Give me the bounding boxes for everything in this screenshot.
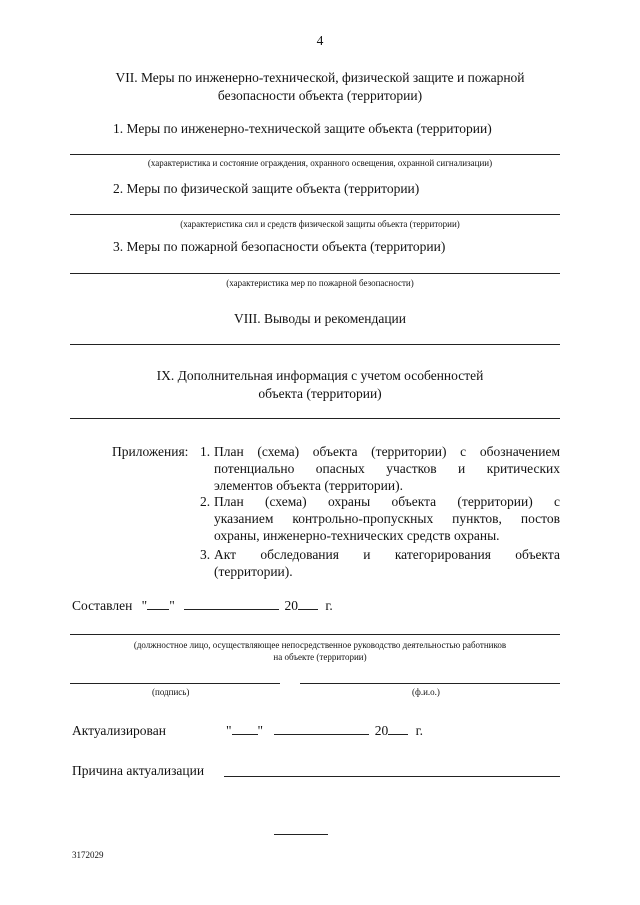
reason-label: Причина актуализации [72,763,205,778]
attachments-heading: Приложения: [112,444,189,459]
attachment-number: 3. [200,547,211,562]
compiled-year-field[interactable] [298,597,318,610]
section7-item2-line[interactable] [70,214,560,215]
end-divider [274,834,328,835]
section8-title: VIII. Выводы и рекомендации [233,311,407,326]
section9-line[interactable] [70,418,560,419]
name-caption: (ф.и.о.) [412,687,440,697]
section7-item1-label: 1. Меры по инженерно-технической защите объекта (территории) [113,121,492,136]
updated-year-prefix: 20 [374,723,389,738]
name-line[interactable] [300,683,560,684]
updated-day-field[interactable] [232,722,258,735]
section8-line[interactable] [70,344,560,345]
attachment-number: 2. [200,494,211,509]
attachment-line: (территории). [214,564,293,579]
updated-year-field[interactable] [388,722,408,735]
section7-title-line1: VII. Меры по инженерно-технической, физической защите и пожарной [115,70,525,85]
updated-date-row [226,722,423,740]
section7-item3-caption: (характеристика мер по пожарной безопасности) [226,278,414,288]
section7-item1-caption: (характеристика и состояние ограждения, охранного освещения, охранной сигнализации) [147,158,493,168]
compiled-month-field[interactable] [184,597,279,610]
compiled-quote-close: " [169,598,175,613]
attachment-line: указанием контрольно-пропускных пунктов, постов [214,511,560,526]
attachment-number: 1. [200,444,211,459]
section9-title-line1: IX. Дополнительная информация с учетом особенностей [156,368,484,383]
section7-item3-line[interactable] [70,273,560,274]
attachment-line: План (схема) охраны объекта (территории) с [214,494,560,509]
compiled-position-line[interactable] [70,634,560,635]
section7-item3-label: 3. Меры по пожарной безопасности объекта (территории) [113,239,446,254]
compiled-caption-line1: (должностное лицо, осуществляющее непосредственное руководство деятельностью работников [133,640,507,650]
section7-item2-label: 2. Меры по физической защите объекта (территории) [113,181,420,196]
compiled-row [72,597,333,615]
section7-item1-line[interactable] [70,154,560,155]
attachment-line: охраны, инженерно-технических средств охраны. [214,528,500,543]
attachment-line: План (схема) объекта (территории) с обозначением [214,444,560,459]
reason-line[interactable] [224,776,560,777]
updated-label: Актуализирован [72,723,166,738]
signature-line[interactable] [70,683,280,684]
updated-year-suffix: г. [415,723,424,738]
footer-code: 3172029 [72,850,104,860]
compiled-day-field[interactable] [147,597,169,610]
updated-month-field[interactable] [274,722,369,735]
updated-quote-open: " [226,723,232,738]
attachment-line: потенциально опасных участков и критических [214,461,560,476]
updated-quote-close: " [257,723,264,738]
section7-item2-caption: (характеристика сил и средств физической защиты объекта (территории) [180,219,460,229]
section9-title-line2: объекта (территории) [258,386,382,401]
compiled-label: Составлен [72,598,133,613]
compiled-quote-open: " [141,598,148,613]
compiled-year-suffix: г. [325,598,333,613]
signature-caption: (подпись) [152,687,190,697]
section7-title-line2: безопасности объекта (территории) [217,88,423,103]
compiled-caption-line2: на объекте (территории) [273,652,367,662]
page-number: 4 [316,33,324,48]
compiled-year-prefix: 20 [284,598,298,613]
attachment-line: элементов объекта (территории). [214,478,403,493]
attachment-line: Акт обследования и категорирования объекта [214,547,560,562]
